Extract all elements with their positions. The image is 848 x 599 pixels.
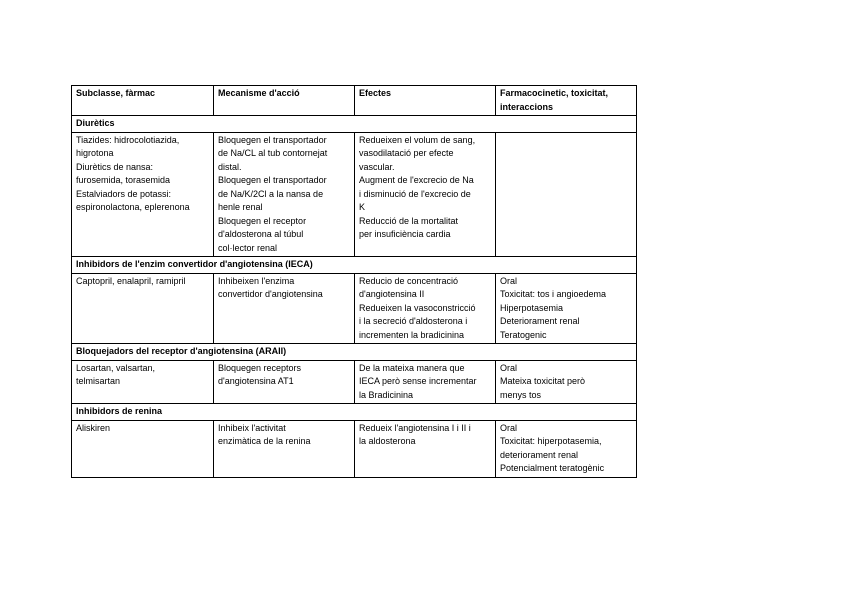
cell-line: per insuficiència cardia <box>359 229 451 239</box>
table-row <box>72 420 637 477</box>
cell-line: higrotona <box>76 148 114 158</box>
drug-cell <box>72 420 214 477</box>
cell-line: Oral <box>500 275 518 286</box>
section-title: Inhibidors de renina <box>72 404 637 421</box>
table-row <box>72 273 637 344</box>
section-header-row <box>72 116 637 133</box>
cell-line: vascular. <box>359 161 395 172</box>
cell-line: K <box>359 202 366 212</box>
cell-line: Aliskiren <box>76 422 111 433</box>
cell-line: Redueixen el volum de sang, <box>359 134 476 145</box>
cell-line: incrementen la bradicinina <box>359 329 465 340</box>
cell-line: telmisartan <box>76 376 121 386</box>
table-row <box>72 360 637 404</box>
cell-line: IECA però sense incrementar <box>359 376 477 386</box>
cell-line: Augment de l'excrecio de Na <box>359 175 474 185</box>
cell-line: Toxicitat: hiperpotasemia, <box>500 436 602 446</box>
pharmacokinetics-cell <box>496 420 637 477</box>
table-row <box>72 132 637 257</box>
cell-line: enzimàtica de la renina <box>218 436 311 446</box>
mechanism-cell <box>214 132 355 257</box>
header-cell-pharmacokinetics: Farmacocinetic, toxicitat, interaccions <box>496 86 637 116</box>
cell-line: Oral <box>500 422 518 433</box>
cell-line: Redueix l'angiotensina I i II i <box>359 422 471 433</box>
cell-line: col·lector renal <box>218 242 278 253</box>
cell-line: vasodilatació per efecte <box>359 148 454 158</box>
cell-line: Tiazides: hidrocolotiazida, <box>76 134 180 145</box>
cell-line: Reducció de la mortalitat <box>359 215 459 226</box>
cell-line: distal. <box>218 161 242 172</box>
cell-line: i disminució de l'excrecio de <box>359 188 471 199</box>
cell-line: Diurètics de nansa: <box>76 161 154 172</box>
pharmacokinetics-cell <box>496 360 637 404</box>
cell-line: la aldosterona <box>359 436 416 446</box>
cell-line: Bloquegen receptors <box>218 362 302 373</box>
drug-cell <box>72 132 214 257</box>
cell-line: henle renal <box>218 202 263 212</box>
cell-line: espironolactona, eplerenona <box>76 202 190 212</box>
cell-line: convertidor d'angiotensina <box>218 289 323 299</box>
cell-line: Toxicitat: tos i angioedema <box>500 289 607 299</box>
table-body <box>72 116 637 478</box>
cell-line: De la mateixa manera que <box>359 362 465 373</box>
header-cell-mechanism: Mecanisme d'acció <box>214 86 355 116</box>
header-row <box>72 86 637 116</box>
cell-line: menys tos <box>500 389 542 400</box>
cell-line: deteriorament renal <box>500 449 579 460</box>
cell-line: Mateixa toxicitat però <box>500 376 586 386</box>
effects-cell <box>355 273 496 344</box>
cell-line: Teratogenic <box>500 329 547 340</box>
cell-line: Bloquegen el transportador <box>218 175 327 185</box>
cell-line: Redueixen la vasoconstricció <box>359 302 476 313</box>
cell-line: Oral <box>500 362 518 373</box>
section-title: Inhibidors de l'enzim convertidor d'angiotensina (IECA) <box>72 257 637 274</box>
effects-cell <box>355 132 496 257</box>
cell-line: Bloquegen el transportador <box>218 134 327 145</box>
cell-line: Deteriorament renal <box>500 316 580 326</box>
cell-line: Bloquegen el receptor <box>218 215 307 226</box>
pharmacokinetics-cell <box>496 132 637 257</box>
cell-line: Captopril, enalapril, ramipril <box>76 275 186 286</box>
cell-line: d'aldosterona al túbul <box>218 229 304 239</box>
effects-cell <box>355 360 496 404</box>
drug-classification-table <box>71 85 637 478</box>
drug-cell <box>72 273 214 344</box>
cell-line: de Na/K/2Cl a la nansa de <box>218 188 324 199</box>
cell-line: Potencialment teratogènic <box>500 463 605 473</box>
section-title: Diurètics <box>72 116 637 133</box>
mechanism-cell <box>214 420 355 477</box>
cell-line: d'angiotensina AT1 <box>218 376 294 386</box>
cell-line: Estalviadors de potassi: <box>76 188 172 199</box>
cell-line: Inhibeixen l'enzima <box>218 275 295 286</box>
cell-line: Losartan, valsartan, <box>76 362 156 373</box>
cell-line: furosemida, torasemida <box>76 175 171 185</box>
section-title: Bloquejadors del receptor d'angiotensina (ARAII) <box>72 344 637 361</box>
cell-line: la Bradicinina <box>359 389 414 400</box>
pharmacokinetics-cell <box>496 273 637 344</box>
cell-line: Hiperpotasemia <box>500 302 564 313</box>
section-header-row <box>72 257 637 274</box>
header-cell-subclass: Subclasse, fàrmac <box>72 86 214 116</box>
section-header-row <box>72 344 637 361</box>
drug-cell <box>72 360 214 404</box>
mechanism-cell <box>214 360 355 404</box>
mechanism-cell <box>214 273 355 344</box>
cell-line: Inhibeix l'activitat <box>218 422 286 433</box>
header-cell-effects: Efectes <box>355 86 496 116</box>
cell-line: de Na/CL al tub contornejat <box>218 148 328 158</box>
section-header-row <box>72 404 637 421</box>
cell-line: Reducio de concentració <box>359 275 459 286</box>
cell-line: d'angiotensina II <box>359 289 425 299</box>
cell-line: i la secreció d'aldosterona i <box>359 316 468 326</box>
effects-cell <box>355 420 496 477</box>
